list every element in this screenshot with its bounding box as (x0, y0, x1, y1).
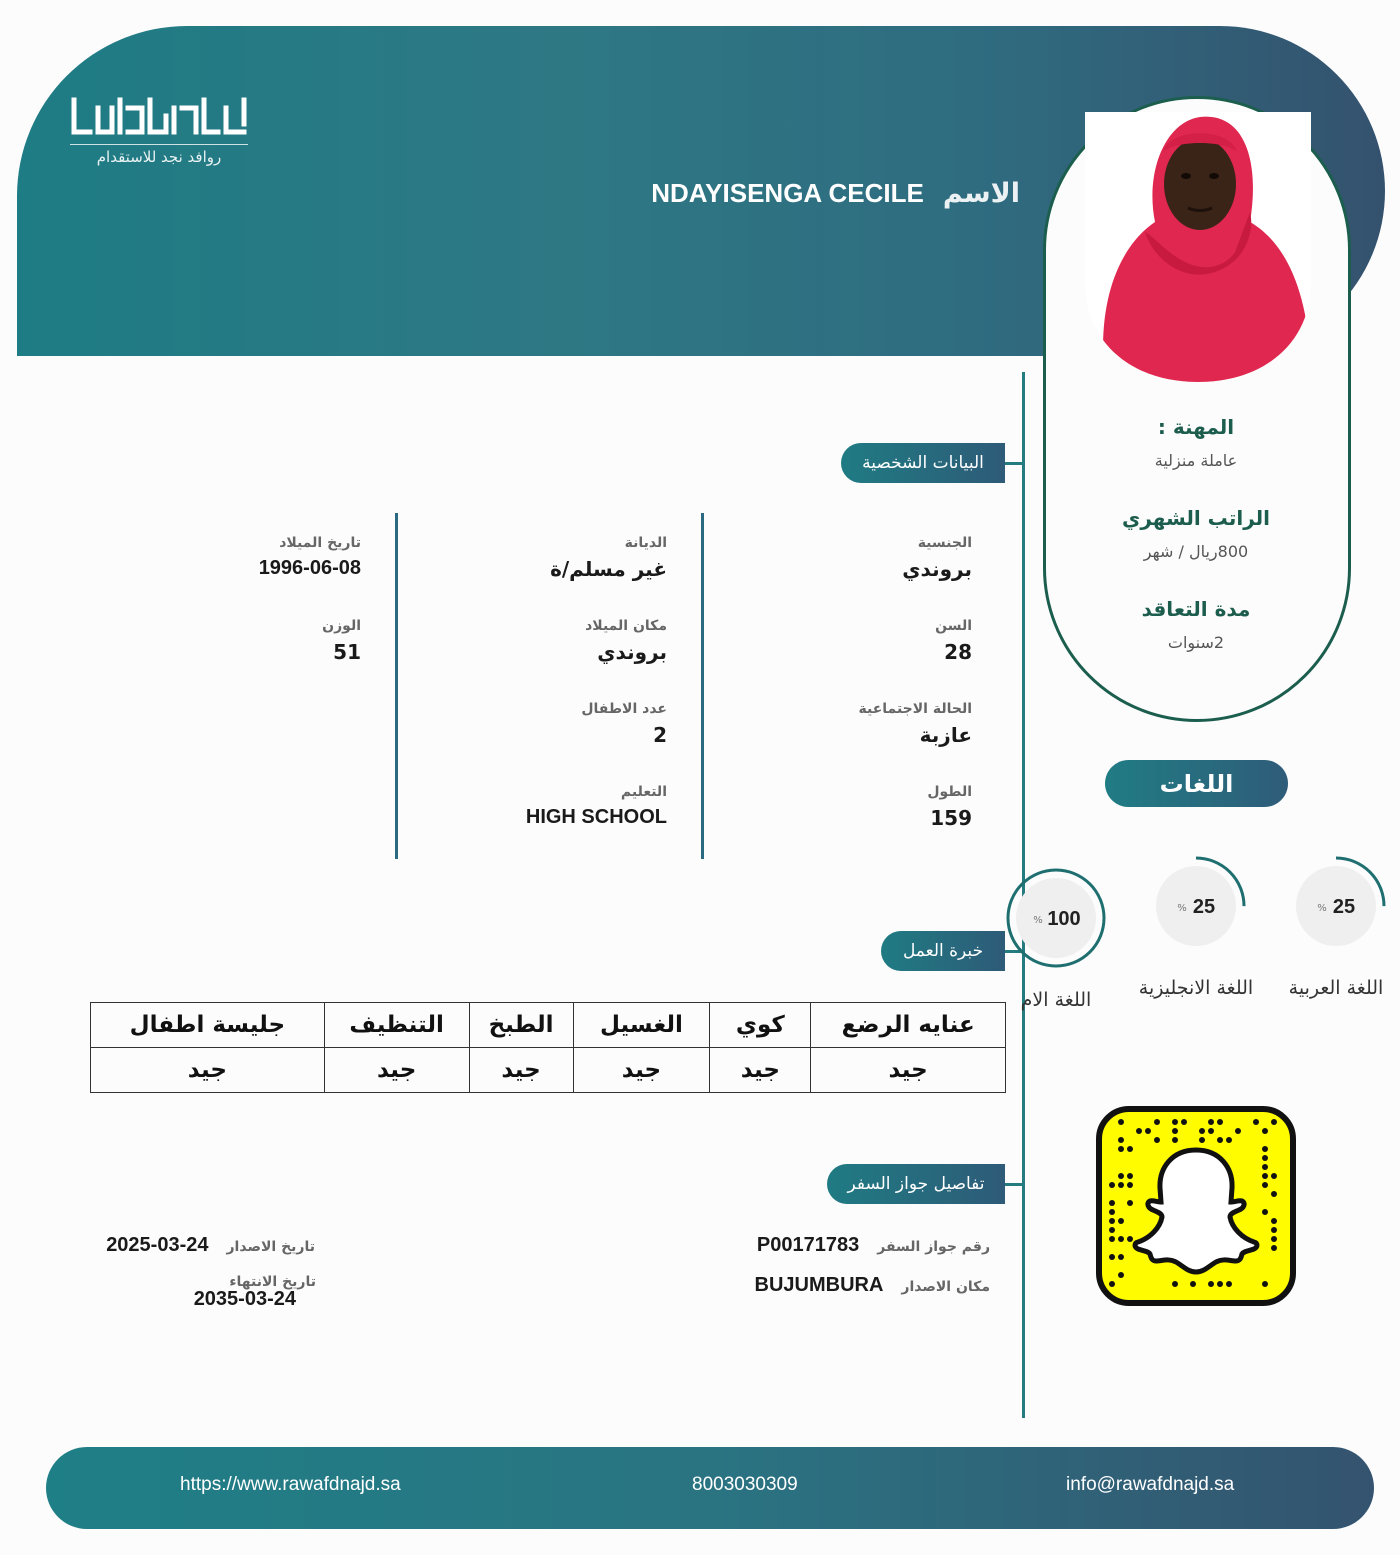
field-label: الجنسية (917, 535, 972, 551)
field-label: عدد الاطفال (581, 701, 667, 717)
field-value: 28 (944, 640, 972, 664)
contract-block (1090, 597, 1302, 652)
field-value: 2 (653, 723, 667, 747)
field-date-of-birth (61, 535, 361, 580)
salary-value: 800ريال / شهر (1143, 542, 1249, 561)
language-gauge (1284, 854, 1388, 958)
table-header-cell: كوي (710, 1003, 811, 1048)
passport-number-value: P00171783 (756, 1234, 860, 1256)
field-value: عازبة (919, 723, 972, 747)
contract-label: مدة التعاقد (1141, 597, 1251, 621)
salary-block (1090, 506, 1302, 561)
section-tick (1005, 462, 1023, 465)
logo-subtitle: روافد نجد للاستقدام (96, 148, 222, 166)
footer-website-link[interactable]: https://www.rawafdnajd.sa (180, 1474, 401, 1495)
language-gauge (1144, 854, 1248, 958)
field-value: 51 (333, 640, 361, 664)
field-value: بروندي (902, 557, 972, 581)
name-label: الاسم (942, 178, 1020, 209)
name-value: NDAYISENGA CECILE (651, 178, 924, 208)
salary-label: الراتب الشهري (1122, 506, 1270, 530)
field-education (367, 784, 667, 829)
table-header-cell: التنظيف (324, 1003, 469, 1048)
passport-expiry-date (160, 1274, 316, 1311)
table-row (91, 1048, 1006, 1093)
contract-value: 2سنوات (1167, 633, 1225, 652)
profession-value: عاملة منزلية (1154, 451, 1238, 470)
table-cell: جيد (710, 1048, 811, 1093)
percent-sign: % (1317, 903, 1327, 914)
languages-title: اللغات (1105, 760, 1288, 807)
passport-number-label: رقم جواز السفر (877, 1239, 990, 1255)
gauge-percent: 25 (1192, 896, 1216, 918)
profession-block (1090, 415, 1302, 470)
language-label: اللغة العربية (1288, 977, 1384, 999)
language-arabic (1284, 854, 1388, 962)
field-value: 159 (930, 806, 972, 830)
table-cell: جيد (324, 1048, 469, 1093)
work-experience-table (90, 1002, 1006, 1093)
passport-issue-date (106, 1234, 315, 1257)
company-logo (68, 94, 250, 174)
logo-mark-icon (68, 94, 250, 138)
footer-phone-link[interactable]: 8003030309 (692, 1474, 798, 1495)
passport-issue-value: 2025-03-24 (106, 1234, 209, 1256)
field-label: مكان الميلاد (585, 618, 667, 634)
field-age (672, 618, 972, 664)
table-cell: جيد (573, 1048, 710, 1093)
language-gauge (1004, 866, 1108, 970)
percent-sign: % (1033, 915, 1043, 926)
table-cell: جيد (91, 1048, 325, 1093)
table-header-row (91, 1003, 1006, 1048)
table-header-cell: الغسيل (573, 1003, 710, 1048)
language-label: اللغة الام (1020, 989, 1092, 1011)
field-label: الوزن (322, 618, 361, 634)
section-tick (1005, 1183, 1023, 1186)
field-weight (61, 618, 361, 664)
field-religion (367, 535, 667, 581)
field-marital-status (672, 701, 972, 747)
field-height (672, 784, 972, 830)
field-label: الحالة الاجتماعية (858, 701, 972, 717)
passport-expiry-value: 2035-03-24 (193, 1288, 296, 1310)
section-passport-details: تفاصيل جواز السفر (827, 1164, 1005, 1204)
field-label: تاريخ الميلاد (279, 535, 361, 551)
table-header-cell: جليسة اطفال (91, 1003, 325, 1048)
table-header-cell: الطبخ (469, 1003, 573, 1048)
logo-divider (70, 144, 248, 145)
field-label: التعليم (620, 784, 667, 800)
table-cell: جيد (811, 1048, 1006, 1093)
worker-name-row (560, 178, 1020, 209)
passport-issue-label: تاريخ الاصدار (226, 1239, 315, 1255)
passport-expiry-label: تاريخ الانتهاء (229, 1274, 316, 1290)
field-value: غير مسلم/ة (550, 557, 667, 581)
worker-photo (1085, 112, 1311, 382)
gauge-percent: 25 (1332, 896, 1356, 918)
section-personal-data: البيانات الشخصية (841, 443, 1005, 483)
field-children (367, 701, 667, 747)
field-value: بروندي (597, 640, 667, 664)
gauge-percent: 100 (1047, 908, 1081, 930)
profession-label: المهنة : (1157, 415, 1235, 439)
field-label: السن (935, 618, 972, 634)
section-work-experience: خبرة العمل (881, 931, 1005, 971)
language-label: اللغة الانجليزية (1138, 977, 1254, 999)
passport-issue-place (755, 1274, 990, 1297)
field-value: 1996-06-08 (258, 557, 361, 579)
footer-email-link[interactable]: info@rawafdnajd.sa (1066, 1474, 1235, 1495)
field-nationality (672, 535, 972, 581)
field-label: الطول (927, 784, 972, 800)
snapchat-qr-code[interactable] (1096, 1106, 1296, 1306)
field-label: الديانة (624, 535, 667, 551)
language-english (1144, 854, 1248, 962)
language-mother-tongue (1004, 866, 1108, 974)
field-birthplace (367, 618, 667, 664)
table-cell: جيد (469, 1048, 573, 1093)
passport-number (757, 1234, 990, 1257)
field-value: HIGH SCHOOL (525, 806, 667, 828)
table-header-cell: عنايه الرضع (811, 1003, 1006, 1048)
percent-sign: % (1177, 903, 1187, 914)
passport-place-label: مكان الاصدار (901, 1279, 990, 1295)
passport-place-value: BUJUMBURA (754, 1274, 884, 1296)
